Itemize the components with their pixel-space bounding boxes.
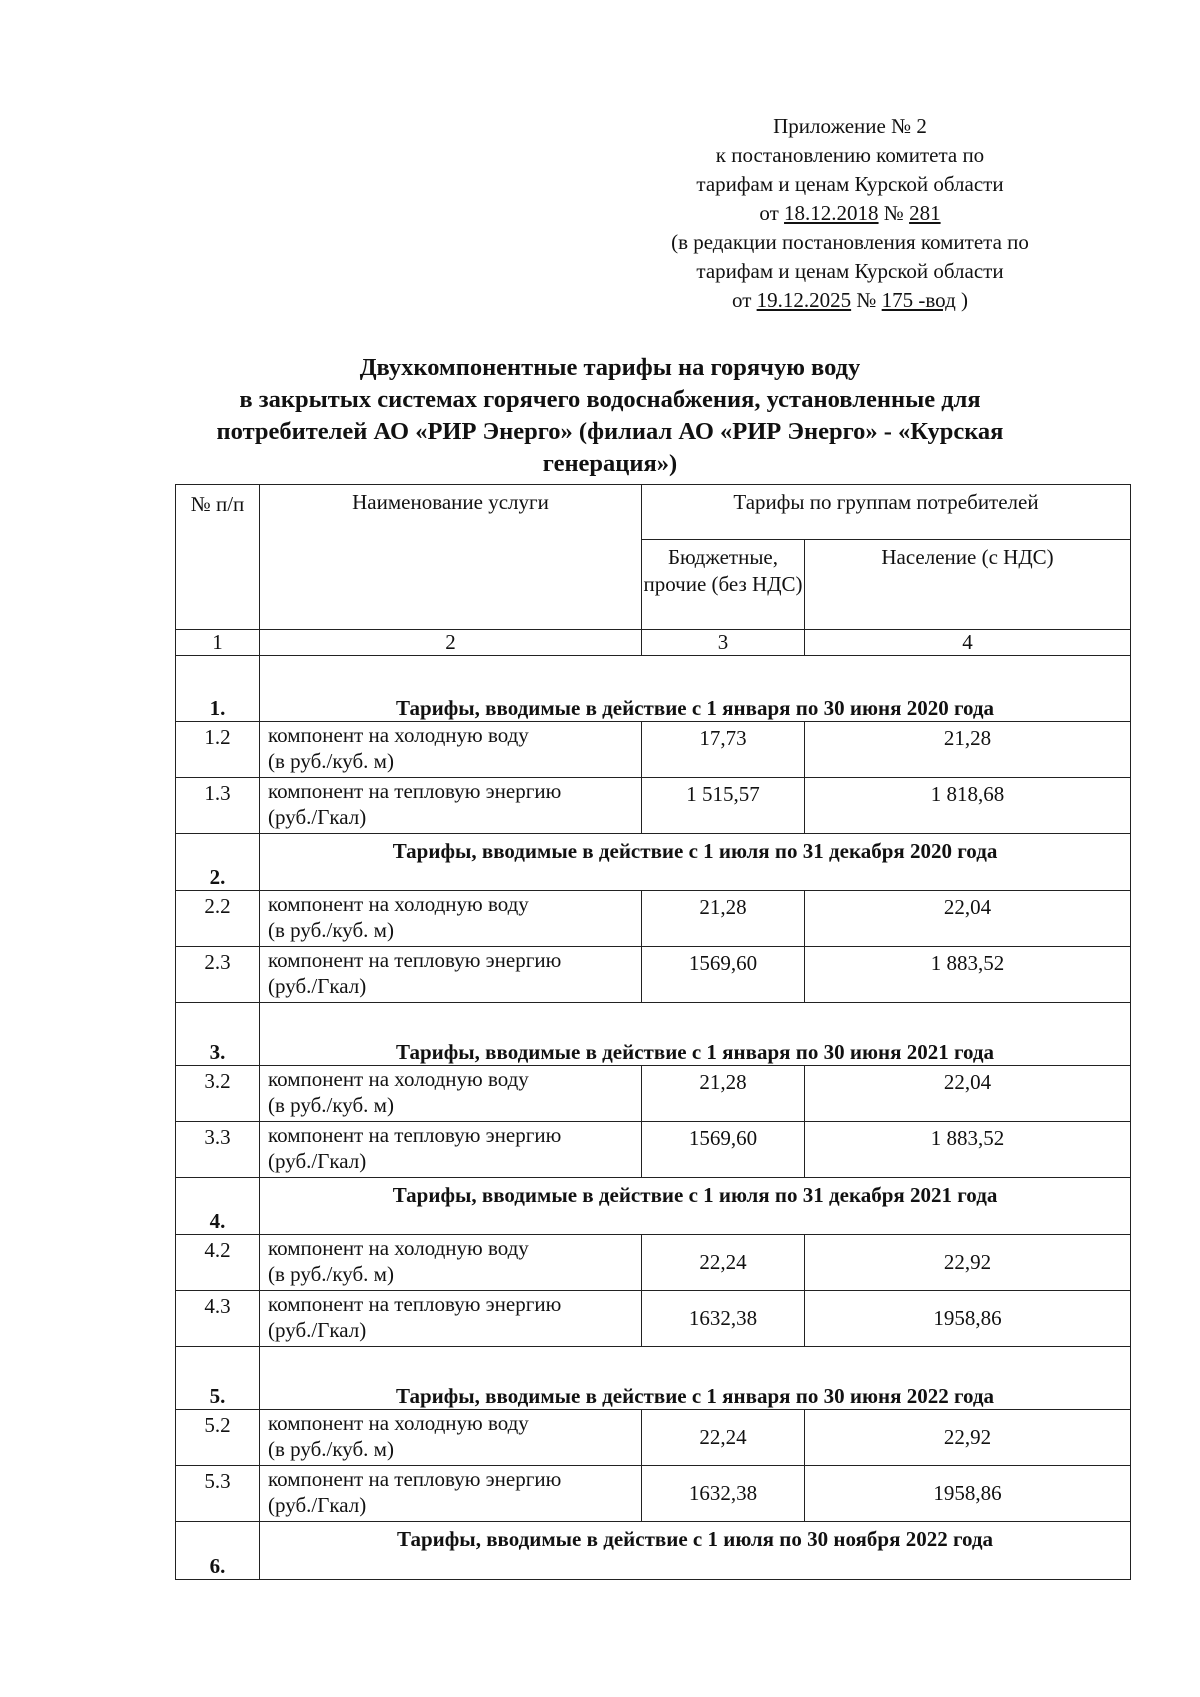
revision-number: 175 -вод [881, 288, 956, 312]
budget-value: 17,73 [642, 722, 805, 778]
row-number: 1.2 [176, 722, 260, 778]
service-unit: (руб./Гкал) [268, 805, 367, 829]
budget-value: 1632,38 [642, 1466, 805, 1522]
header-service: Наименование услуги [260, 485, 642, 630]
tariff-row [176, 1235, 1131, 1291]
row-number: 4.3 [176, 1291, 260, 1347]
revision-date: 19.12.2025 [756, 288, 852, 312]
population-value: 22,04 [805, 891, 1131, 947]
service-cell [260, 1466, 642, 1522]
service-unit: (в руб./куб. м) [268, 1262, 394, 1286]
decree-num-sign: № [883, 201, 904, 225]
header-population: Население (с НДС) [805, 540, 1131, 630]
service-cell [260, 1122, 642, 1178]
population-value: 22,92 [805, 1235, 1131, 1291]
section-row [176, 1178, 1131, 1235]
tariff-row [176, 778, 1131, 834]
section-number: 6. [176, 1522, 260, 1580]
service-name: компонент на холодную воду [268, 1411, 529, 1435]
population-value: 22,92 [805, 1410, 1131, 1466]
section-number: 4. [176, 1178, 260, 1235]
row-number: 5.2 [176, 1410, 260, 1466]
header-budget: Бюджетные, прочие (без НДС) [642, 540, 805, 630]
row-number: 2.2 [176, 891, 260, 947]
service-unit: (в руб./куб. м) [268, 1093, 394, 1117]
section-row [176, 1347, 1131, 1410]
tariff-row [176, 1122, 1131, 1178]
document-title [150, 352, 1070, 480]
service-cell [260, 1291, 642, 1347]
col-number: 4 [805, 630, 1131, 656]
service-unit: (руб./Гкал) [268, 1493, 367, 1517]
section-title: Тарифы, вводимые в действие с 1 января по 30 июня 2020 года [260, 656, 1131, 722]
section-title: Тарифы, вводимые в действие с 1 июля по 31 декабря 2021 года [260, 1178, 1131, 1235]
service-name: компонент на тепловую энергию [268, 948, 562, 972]
population-value: 1 818,68 [805, 778, 1131, 834]
budget-value: 22,24 [642, 1410, 805, 1466]
header-groups: Тарифы по группам потребителей [642, 485, 1131, 540]
service-name: компонент на холодную воду [268, 723, 529, 747]
budget-value: 21,28 [642, 891, 805, 947]
tariff-row [176, 1066, 1131, 1122]
service-unit: (в руб./куб. м) [268, 1437, 394, 1461]
service-unit: (в руб./куб. м) [268, 749, 394, 773]
service-cell [260, 1235, 642, 1291]
section-number: 1. [176, 656, 260, 722]
tariff-table [175, 484, 1131, 1580]
appendix-block [640, 112, 1060, 315]
title-line: потребителей АО «РИР Энерго» (филиал АО «РИР Энерго» - «Курская [216, 418, 1004, 445]
title-line: в закрытых системах горячего водоснабжения, установленные для [239, 386, 981, 413]
service-cell [260, 947, 642, 1003]
row-number: 3.2 [176, 1066, 260, 1122]
section-title: Тарифы, вводимые в действие с 1 января по 30 июня 2021 года [260, 1003, 1131, 1066]
service-cell [260, 722, 642, 778]
population-value: 1958,86 [805, 1466, 1131, 1522]
revision-from: от [731, 288, 752, 312]
revision-num-sign: № [856, 288, 877, 312]
population-value: 1 883,52 [805, 1122, 1131, 1178]
revision-close: ) [961, 288, 969, 312]
tariff-row [176, 1466, 1131, 1522]
appendix-line: тарифам и ценам Курской области [696, 259, 1004, 283]
section-row [176, 1003, 1131, 1066]
decree-date: 18.12.2018 [784, 201, 879, 225]
column-number-row [176, 630, 1131, 656]
title-line: генерация») [542, 450, 678, 477]
row-number: 3.3 [176, 1122, 260, 1178]
service-name: компонент на тепловую энергию [268, 1467, 562, 1491]
section-number: 3. [176, 1003, 260, 1066]
budget-value: 1 515,57 [642, 778, 805, 834]
header-row [176, 485, 1131, 540]
service-name: компонент на холодную воду [268, 1067, 529, 1091]
title-line: Двухкомпонентные тарифы на горячую воду [359, 354, 861, 381]
service-name: компонент на холодную воду [268, 892, 529, 916]
service-name: компонент на тепловую энергию [268, 779, 562, 803]
appendix-revision-line [640, 286, 1060, 315]
population-value: 1 883,52 [805, 947, 1131, 1003]
tariff-row [176, 947, 1131, 1003]
appendix-line: (в редакции постановления комитета по [671, 230, 1029, 254]
tariff-row [176, 1410, 1131, 1466]
section-title: Тарифы, вводимые в действие с 1 июля по 31 декабря 2020 года [260, 834, 1131, 891]
service-name: компонент на тепловую энергию [268, 1123, 562, 1147]
service-unit: (руб./Гкал) [268, 974, 367, 998]
service-cell [260, 778, 642, 834]
col-number: 1 [176, 630, 260, 656]
decree-number: 281 [909, 201, 941, 225]
service-unit: (руб./Гкал) [268, 1318, 367, 1342]
appendix-decree-line [640, 199, 1060, 228]
appendix-line: к постановлению комитета по [715, 143, 985, 167]
row-number: 1.3 [176, 778, 260, 834]
header-num: № п/п [176, 485, 260, 630]
appendix-from: от [759, 201, 779, 225]
budget-value: 1569,60 [642, 1122, 805, 1178]
appendix-line: Приложение № 2 [773, 114, 927, 138]
budget-value: 21,28 [642, 1066, 805, 1122]
row-number: 2.3 [176, 947, 260, 1003]
population-value: 1958,86 [805, 1291, 1131, 1347]
section-title: Тарифы, вводимые в действие с 1 января по 30 июня 2022 года [260, 1347, 1131, 1410]
tariff-row [176, 722, 1131, 778]
row-number: 5.3 [176, 1466, 260, 1522]
section-row [176, 656, 1131, 722]
tariff-row [176, 1291, 1131, 1347]
service-unit: (руб./Гкал) [268, 1149, 367, 1173]
population-value: 21,28 [805, 722, 1131, 778]
service-unit: (в руб./куб. м) [268, 918, 394, 942]
col-number: 2 [260, 630, 642, 656]
service-cell [260, 891, 642, 947]
section-row [176, 834, 1131, 891]
row-number: 4.2 [176, 1235, 260, 1291]
service-cell [260, 1410, 642, 1466]
service-name: компонент на холодную воду [268, 1236, 529, 1260]
section-row [176, 1522, 1131, 1580]
budget-value: 1632,38 [642, 1291, 805, 1347]
appendix-line: тарифам и ценам Курской области [696, 172, 1004, 196]
col-number: 3 [642, 630, 805, 656]
section-title: Тарифы, вводимые в действие с 1 июля по 30 ноября 2022 года [260, 1522, 1131, 1580]
tariff-row [176, 891, 1131, 947]
section-number: 2. [176, 834, 260, 891]
service-cell [260, 1066, 642, 1122]
service-name: компонент на тепловую энергию [268, 1292, 562, 1316]
budget-value: 22,24 [642, 1235, 805, 1291]
population-value: 22,04 [805, 1066, 1131, 1122]
section-number: 5. [176, 1347, 260, 1410]
budget-value: 1569,60 [642, 947, 805, 1003]
